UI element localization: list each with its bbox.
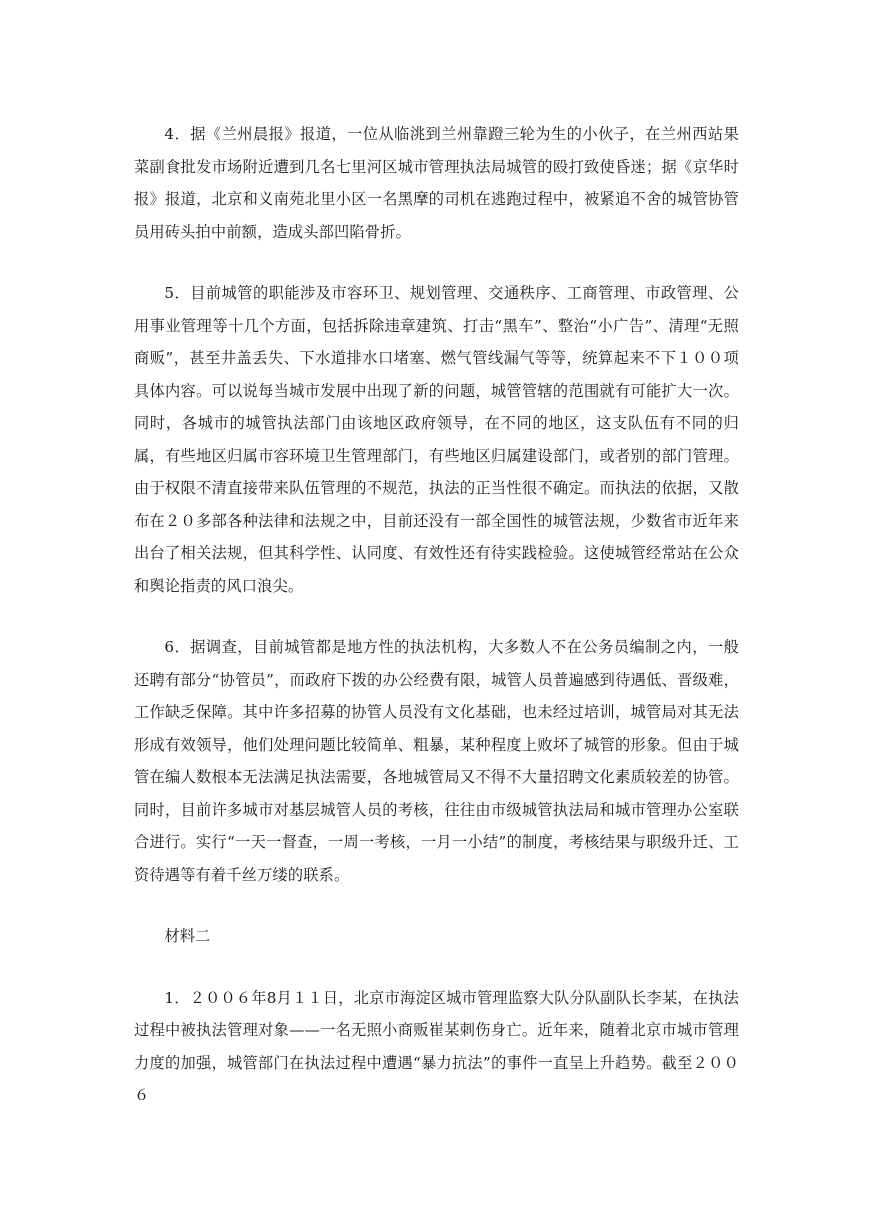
paragraph-item-6: 6．据调查，目前城管都是地方性的执法机构，大多数人不在公务员编制之内，一般还聘有部分“协管员”，而政府下拨的办公经费有限，城管人员普遍感到待遇低、晋级难，工作缺乏保障。其中许多招募的协管人员没有文化基础，也未经过培训，城管局对其无法形成有效领导，他们处理问题比较简单、粗暴，某种程度上败坏了城管的形象。但由于城管在编人数根本无法满足执法需要，各地城管局又不得不大量招聘文化素质较差的协管。同时，目前许多城市对基层城管人员的考核，往往由市级城管执法局和城市管理办公室联合进行。实行“一天一督查，一周一考核，一月一小结”的制度，考核结果与职级升迁、工资待遇等有着千丝万缕的联系。 bbox=[134, 638, 739, 884]
paragraph-item-5: 5．目前城管的职能涉及市容环卫、规划管理、交通秩序、工商管理、市政管理、公用事业管理等十几个方面，包括拆除违章建筑、打击“黑车”、整治“小广告”、清理“无照商贩”，甚至井盖丢失、下水道排水口堵塞、燃气管线漏气等等，统算起来不下１００项具体内容。可以说每当城市发展中出现了新的问题，城管管辖的范围就有可能扩大一次。同时，各城市的城管执法部门由该地区政府领导，在不同的地区，这支队伍有不同的归属，有些地区归属市容环境卫生管理部门，有些地区归属建设部门，或者别的部门管理。由于权限不清直接带来队伍管理的不规范，执法的正当性很不确定。而执法的依据，又散布在２０多部各种法律和法规之中，目前还没有一部全国性的城管法规，少数省市近年来出台了相关法规，但其科学性、认同度、有效性还有待实践检验。这使城管经常站在公众和舆论指责的风口浪尖。 bbox=[134, 284, 739, 595]
section-heading-material-two: 材料二 bbox=[164, 927, 211, 945]
paragraph-item-1: 1．２００６年8月１１日，北京市海淀区城市管理监察大队分队副队长李某，在执法过程中被执法管理对象——一名无照小商贩崔某刺伤身亡。近年来，随着北京市城市管理力度的加强，城管部门在执法过程中遭遇“暴力抗法”的事件一直呈上升趋势。截至２００６ bbox=[134, 988, 739, 1104]
paragraph-item-4: 4．据《兰州晨报》报道，一位从临洮到兰州靠蹬三轮为生的小伙子，在兰州西站果菜副食批发市场附近遭到几名七里河区城市管理执法局城管的殴打致使昏迷；据《京华时报》报道，北京和义南苑北里小区一名黑摩的司机在逃跑过程中，被紧追不舍的城管协管员用砖头拍中前额，造成头部凹陷骨折。 bbox=[134, 125, 739, 241]
